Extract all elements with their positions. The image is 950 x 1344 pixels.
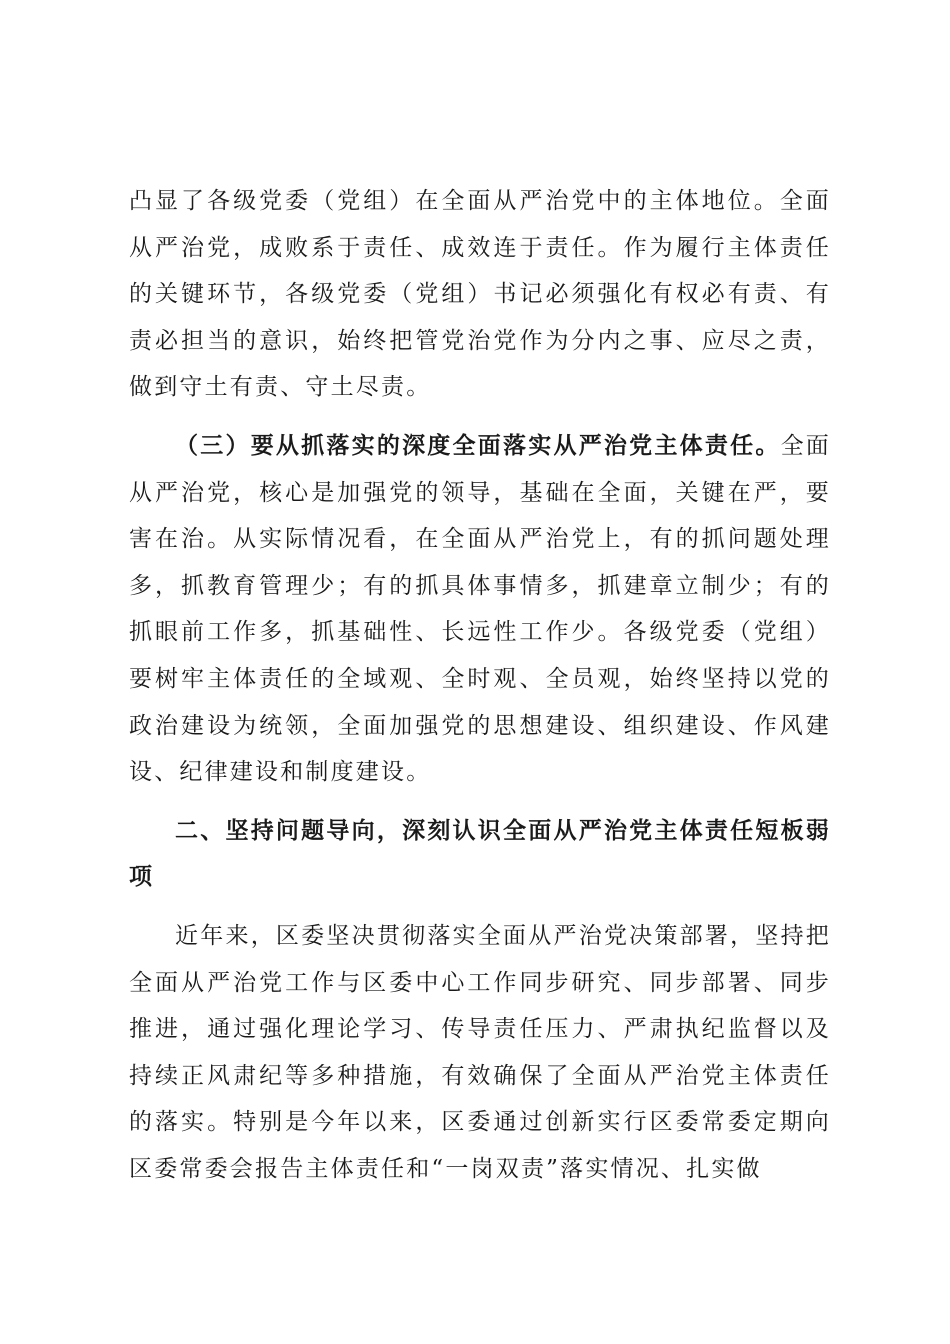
- paragraph-2: [129, 423, 831, 796]
- subsection-heading: （三）要从抓落实的深度全面落实从严治党主体责任。: [175, 431, 781, 459]
- document-body: [129, 178, 831, 1204]
- paragraph-2-text: 全面从严治党，核心是加强党的领导，基础在全面，关键在严，要害在治。从实际情况看，在全面从严治党上，有的抓问题处理多，抓教育管理少；有的抓具体事情多，抓建章立制少；有的抓眼前工作多，抓基础性、长远性工作少。各级党委（党组）要树牢主体责任的全域观、全时观、全员观，始终坚持以党的政治建设为统领，全面加强党的思想建设、组织建设、作风建设、纪律建设和制度建设。: [129, 432, 831, 786]
- paragraph-1-text: 凸显了各级党委（党组）在全面从严治党中的主体地位。全面从严治党，成败系于责任、成效连于责任。作为履行主体责任的关键环节，各级党委（党组）书记必须强化有权必有责、有责必担当的意识，始终把管党治党作为分内之事、应尽之责，做到守土有责、守土尽责。: [129, 188, 831, 401]
- paragraph-4: [129, 913, 831, 1193]
- section-heading: 二、坚持问题导向，深刻认识全面从严治党主体责任短板弱项: [129, 816, 831, 891]
- paragraph-1: [129, 178, 831, 411]
- paragraph-4-text: 近年来，区委坚决贯彻落实全面从严治党决策部署，坚持把全面从严治党工作与区委中心工作同步研究、同步部署、同步推进，通过强化理论学习、传导责任压力、严肃执纪监督以及持续正风肃纪等多种措施，有效确保了全面从严治党主体责任的落实。特别是今年以来，区委通过创新实行区委常委定期向区委常委会报告主体责任和“一岗双责”落实情况、扎实做: [129, 922, 831, 1182]
